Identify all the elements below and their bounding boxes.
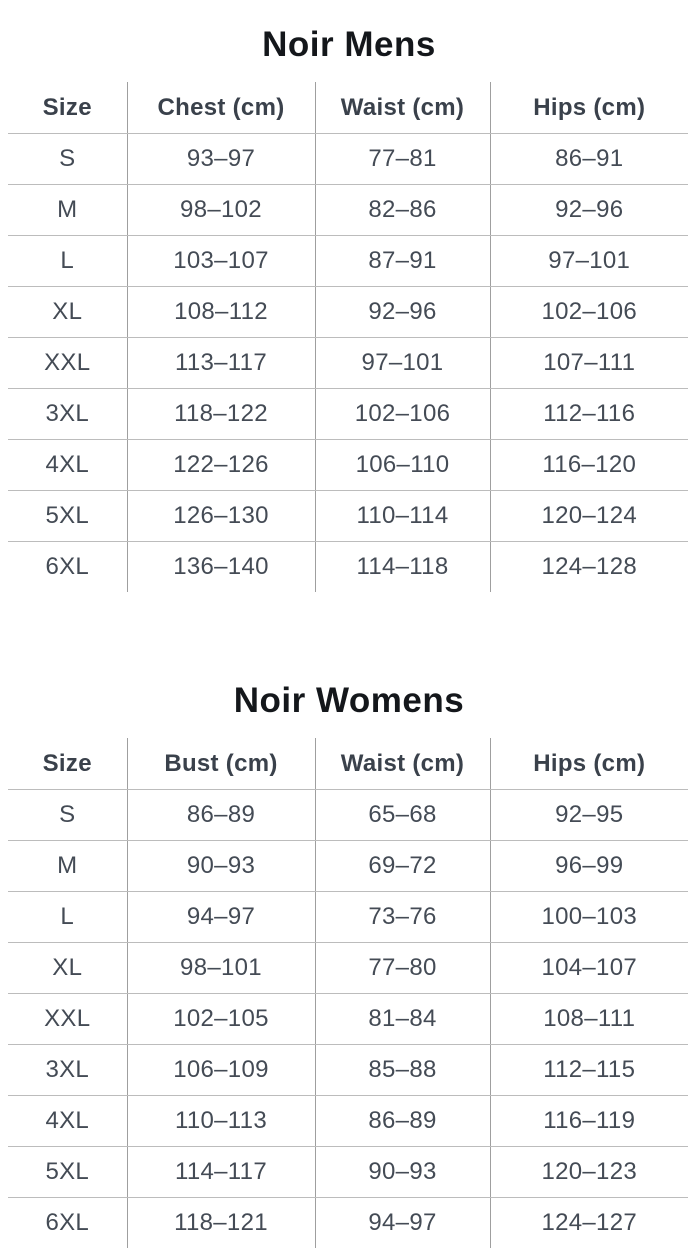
measurement-range: 73–76 <box>315 892 490 943</box>
size-section-womens <box>0 680 698 1248</box>
measurement-range: 102–106 <box>490 287 688 338</box>
size-label: 3XL <box>8 389 127 440</box>
measurement-range: 97–101 <box>315 338 490 389</box>
table-row <box>8 542 688 593</box>
size-label: S <box>8 790 127 841</box>
table-row <box>8 491 688 542</box>
measurement-range: 102–106 <box>315 389 490 440</box>
table-row <box>8 841 688 892</box>
table-row <box>8 1147 688 1198</box>
column-header: Waist (cm) <box>315 82 490 134</box>
size-label: XL <box>8 943 127 994</box>
measurement-range: 124–127 <box>490 1198 688 1249</box>
size-label: 4XL <box>8 1096 127 1147</box>
measurement-range: 96–99 <box>490 841 688 892</box>
measurement-range: 102–105 <box>127 994 315 1045</box>
size-label: M <box>8 841 127 892</box>
size-label: XXL <box>8 994 127 1045</box>
column-header: Size <box>8 82 127 134</box>
measurement-range: 108–112 <box>127 287 315 338</box>
measurement-range: 65–68 <box>315 790 490 841</box>
size-label: M <box>8 185 127 236</box>
measurement-range: 108–111 <box>490 994 688 1045</box>
size-label: 3XL <box>8 1045 127 1096</box>
measurement-range: 107–111 <box>490 338 688 389</box>
table-row <box>8 790 688 841</box>
measurement-range: 90–93 <box>127 841 315 892</box>
table-row <box>8 943 688 994</box>
size-section-mens <box>0 24 698 592</box>
measurement-range: 85–88 <box>315 1045 490 1096</box>
measurement-range: 92–95 <box>490 790 688 841</box>
size-label: L <box>8 236 127 287</box>
size-label: XL <box>8 287 127 338</box>
measurement-range: 86–89 <box>127 790 315 841</box>
womens-size-table <box>8 738 688 1248</box>
table-row <box>8 338 688 389</box>
measurement-range: 69–72 <box>315 841 490 892</box>
measurement-range: 98–101 <box>127 943 315 994</box>
measurement-range: 104–107 <box>490 943 688 994</box>
table-row <box>8 892 688 943</box>
measurement-range: 92–96 <box>315 287 490 338</box>
measurement-range: 110–113 <box>127 1096 315 1147</box>
measurement-range: 120–124 <box>490 491 688 542</box>
table-row <box>8 1198 688 1249</box>
size-label: XXL <box>8 338 127 389</box>
measurement-range: 106–109 <box>127 1045 315 1096</box>
column-header: Size <box>8 738 127 790</box>
measurement-range: 81–84 <box>315 994 490 1045</box>
measurement-range: 113–117 <box>127 338 315 389</box>
measurement-range: 94–97 <box>315 1198 490 1249</box>
measurement-range: 124–128 <box>490 542 688 593</box>
measurement-range: 97–101 <box>490 236 688 287</box>
measurement-range: 112–115 <box>490 1045 688 1096</box>
measurement-range: 90–93 <box>315 1147 490 1198</box>
column-header: Waist (cm) <box>315 738 490 790</box>
size-label: L <box>8 892 127 943</box>
mens-table-title: Noir Mens <box>262 25 436 64</box>
measurement-range: 120–123 <box>490 1147 688 1198</box>
measurement-range: 118–122 <box>127 389 315 440</box>
measurement-range: 100–103 <box>490 892 688 943</box>
size-label: 6XL <box>45 1209 90 1236</box>
column-header: Bust (cm) <box>127 738 315 790</box>
table-row <box>8 389 688 440</box>
measurement-range: 82–86 <box>315 185 490 236</box>
column-header: Chest (cm) <box>127 82 315 134</box>
size-label: 5XL <box>8 1147 127 1198</box>
measurement-range: 87–91 <box>315 236 490 287</box>
size-label: S <box>8 134 127 185</box>
measurement-range: 93–97 <box>127 134 315 185</box>
measurement-range: 106–110 <box>315 440 490 491</box>
column-header: Hips (cm) <box>490 82 688 134</box>
table-row <box>8 994 688 1045</box>
measurement-range: 118–121 <box>127 1198 315 1249</box>
table-row <box>8 1045 688 1096</box>
measurement-range: 122–126 <box>127 440 315 491</box>
size-label: 4XL <box>8 440 127 491</box>
measurement-range: 77–81 <box>315 134 490 185</box>
column-header: Hips (cm) <box>490 738 688 790</box>
measurement-range: 86–91 <box>490 134 688 185</box>
measurement-range: 92–96 <box>490 185 688 236</box>
measurement-range: 136–140 <box>127 542 315 593</box>
measurement-range: 77–80 <box>315 943 490 994</box>
measurement-range: 114–118 <box>315 542 490 593</box>
header-row <box>8 82 688 134</box>
header-row <box>8 738 688 790</box>
measurement-range: 116–120 <box>490 440 688 491</box>
measurement-range: 126–130 <box>127 491 315 542</box>
measurement-range: 98–102 <box>127 185 315 236</box>
measurement-range: 86–89 <box>315 1096 490 1147</box>
measurement-range: 112–116 <box>490 389 688 440</box>
measurement-range: 94–97 <box>127 892 315 943</box>
mens-size-table <box>8 82 688 592</box>
table-row <box>8 236 688 287</box>
table-row <box>8 440 688 491</box>
size-label: 6XL <box>45 553 90 580</box>
womens-table-title: Noir Womens <box>233 681 465 720</box>
size-label: 5XL <box>8 491 127 542</box>
measurement-range: 116–119 <box>490 1096 688 1147</box>
table-row <box>8 1096 688 1147</box>
measurement-range: 114–117 <box>127 1147 315 1198</box>
table-row <box>8 134 688 185</box>
table-row <box>8 185 688 236</box>
measurement-range: 110–114 <box>315 491 490 542</box>
table-row <box>8 287 688 338</box>
measurement-range: 103–107 <box>127 236 315 287</box>
